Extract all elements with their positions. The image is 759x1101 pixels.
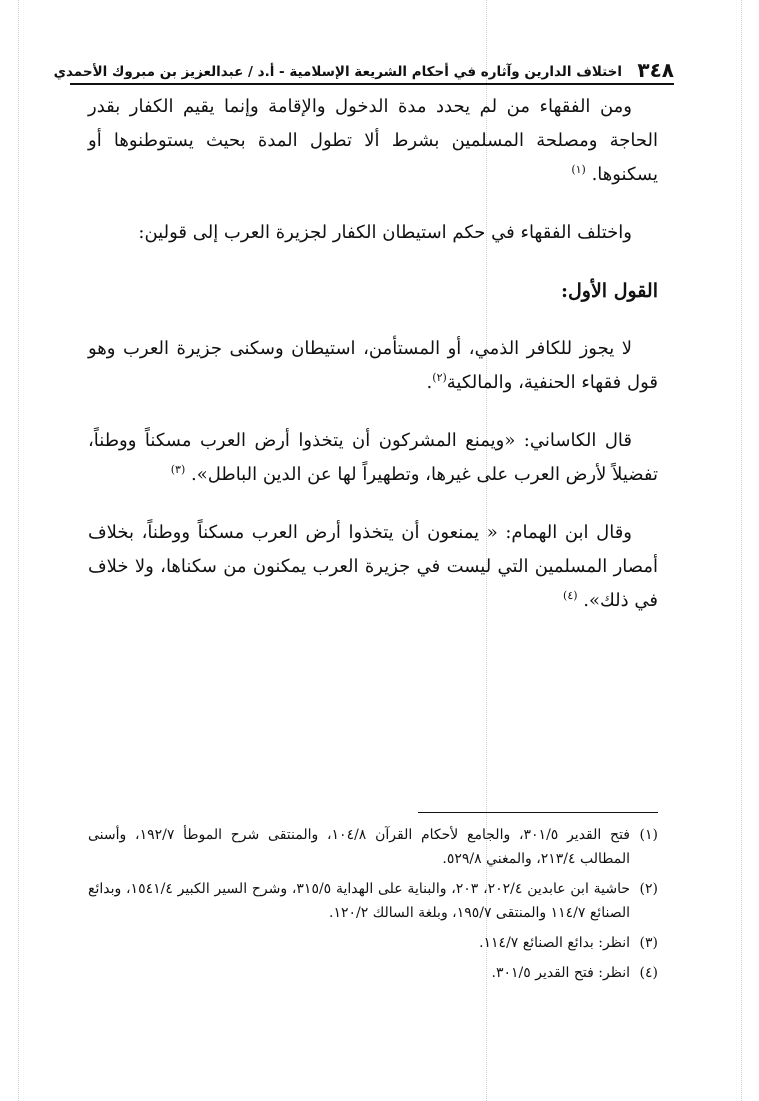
footnote-text: انظر: فتح القدير ٣٠١/٥. [491, 965, 630, 981]
paragraph: ومن الفقهاء من لم يحدد مدة الدخول والإقامة وإنما يقيم الكفار بقدر الحاجة ومصلحة المسلمين بشرط ألا تطول المدة بحيث يستوطنوها أو يسكنوها. $^{(١)}$ [88, 96, 658, 185]
footnote [88, 961, 658, 985]
page-number: ٣٤٨ [637, 58, 674, 82]
footnote-ref: (٣) [170, 463, 186, 476]
running-header [53, 58, 674, 84]
paragraph: لا يجوز للكافر الذمي، أو المستأمن، استيطان وسكنى جزيرة العرب وهو قول فقهاء الحنفية، والمالكية$^{(٢)}$. [88, 338, 658, 393]
header-rule [70, 83, 674, 85]
footnote [88, 931, 658, 955]
footnote [88, 823, 658, 871]
footnote-text: انظر: بدائع الصنائع ١١٤/٧. [479, 935, 630, 951]
footnote [88, 877, 658, 925]
footnote-ref: (٤) [563, 589, 578, 602]
section-heading: القول الأول: [560, 280, 658, 302]
footnote-text: حاشية ابن عابدين ٢٠٢/٤، ٢٠٣، والبناية على الهداية ٣١٥/٥، وشرح السير الكبير ١٥٤١/٤، وبدائع الصنائع ١١٤/٧ والمنتقى ١٩٥/٧، وبلغة السالك ١٢٠/٢. [88, 881, 630, 921]
paragraph: واختلف الفقهاء في حكم استيطان الكفار لجزيرة العرب إلى قولين: [138, 222, 632, 243]
footnote-number: (٣) [639, 935, 658, 951]
footnote-number: (١) [639, 827, 658, 843]
scan-artifact [741, 0, 742, 1101]
paragraph: قال الكاساني: «ويمنع المشركون أن يتخذوا أرض العرب مسكناً ووطناً، تفضيلاً لأرض العرب على غيرها، وتطهيراً لها عن الدين الباطل». $^{(٣)}$ [88, 430, 658, 485]
footnote-ref: (١) [571, 163, 586, 176]
main-text [88, 90, 658, 618]
footnote-separator [418, 812, 658, 813]
footnote-number: (٢) [639, 881, 658, 897]
scan-artifact [18, 0, 19, 1101]
running-title: اختلاف الدارين وآثاره في أحكام الشريعة الإسلامية - أ.د / عبدالعزيز بن مبروك الأحمدي [53, 64, 622, 80]
paragraph: وقال ابن الهمام: « يمنعون أن يتخذوا أرض العرب مسكناً ووطناً، بخلاف أمصار المسلمين التي ليست في جزيرة العرب يمكنون من سكناها، ولا خلاف في ذلك». $^{(٤)}$ [88, 522, 658, 611]
footnote-text: فتح القدير ٣٠١/٥، والجامع لأحكام القرآن ١٠٤/٨، والمنتقى شرح الموطأ ١٩٢/٧، وأسنى المطالب ٢١٣/٤، والمغني ٥٢٩/٨. [88, 827, 630, 867]
footnotes [88, 823, 658, 991]
footnote-number: (٤) [639, 965, 658, 981]
footnote-ref: (٢) [432, 371, 447, 384]
